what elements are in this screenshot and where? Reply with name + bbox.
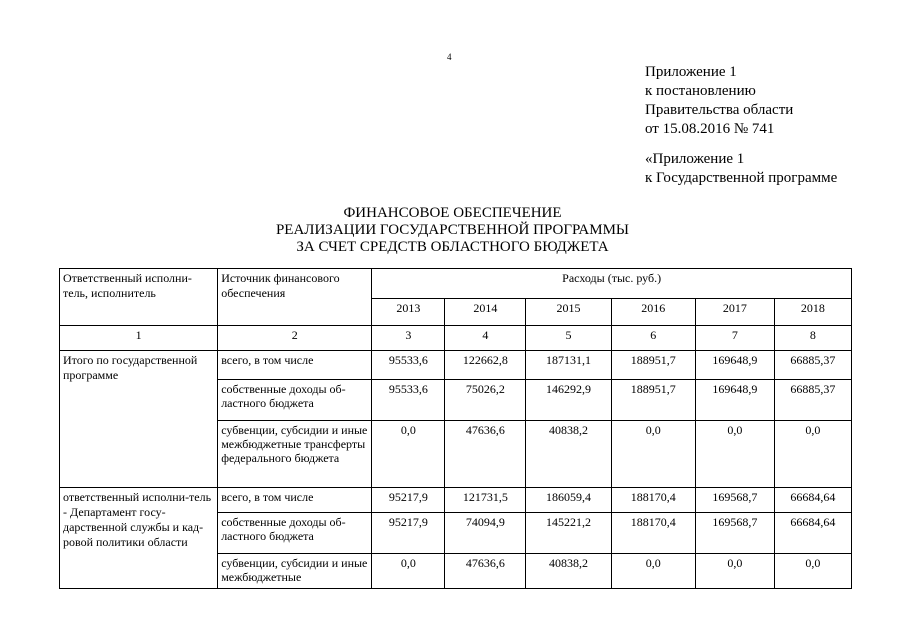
value-cell: 169568,7 xyxy=(695,513,774,554)
appendix-line: Приложение 1 xyxy=(645,64,737,80)
source-column-header: Источник финансового обеспечения xyxy=(218,269,372,326)
executor-cell: Итого по государственной программе xyxy=(60,351,218,488)
appendix-line: «Приложение 1 xyxy=(645,151,745,167)
value-cell: 188951,7 xyxy=(611,380,695,421)
value-cell: 0,0 xyxy=(695,421,774,488)
value-cell: 95217,9 xyxy=(372,488,445,513)
value-cell: 169648,9 xyxy=(695,351,774,380)
value-cell: 121731,5 xyxy=(445,488,526,513)
value-cell: 47636,6 xyxy=(445,421,526,488)
value-cell: 0,0 xyxy=(611,554,695,589)
value-cell: 95533,6 xyxy=(372,351,445,380)
year-header: 2015 xyxy=(526,299,611,326)
appendix-line: от 15.08.2016 № 741 xyxy=(645,121,775,137)
value-cell: 187131,1 xyxy=(526,351,611,380)
expenses-header: Расходы (тыс. руб.) xyxy=(372,269,852,299)
value-cell: 186059,4 xyxy=(526,488,611,513)
column-index: 5 xyxy=(526,326,611,351)
title-line: РЕАЛИЗАЦИИ ГОСУДАРСТВЕННОЙ ПРОГРАММЫ xyxy=(275,222,630,238)
value-cell: 0,0 xyxy=(774,421,851,488)
column-index: 8 xyxy=(774,326,851,351)
year-header: 2017 xyxy=(695,299,774,326)
column-index: 2 xyxy=(218,326,372,351)
year-header: 2018 xyxy=(774,299,851,326)
column-index: 1 xyxy=(60,326,218,351)
value-cell: 188951,7 xyxy=(611,351,695,380)
value-cell: 145221,2 xyxy=(526,513,611,554)
title-line: ФИНАНСОВОЕ ОБЕСПЕЧЕНИЕ xyxy=(343,205,562,221)
value-cell: 66684,64 xyxy=(774,513,851,554)
year-header: 2013 xyxy=(372,299,445,326)
source-cell: субвенции, субсидии и иные межбюджетные трансферты федерального бюджета xyxy=(218,421,372,488)
value-cell: 169568,7 xyxy=(695,488,774,513)
source-cell: всего, в том числе xyxy=(218,351,372,380)
executor-cell: ответственный исполни-тель - Департамент госу-дарственной службы и кад-ровой политики области xyxy=(60,488,218,589)
value-cell: 75026,2 xyxy=(445,380,526,421)
column-index: 7 xyxy=(695,326,774,351)
value-cell: 74094,9 xyxy=(445,513,526,554)
source-cell: собственные доходы об-ластного бюджета xyxy=(218,380,372,421)
value-cell: 122662,8 xyxy=(445,351,526,380)
value-cell: 66885,37 xyxy=(774,380,851,421)
page-number: 4 xyxy=(447,52,452,62)
value-cell: 188170,4 xyxy=(611,488,695,513)
column-index: 3 xyxy=(372,326,445,351)
value-cell: 0,0 xyxy=(372,554,445,589)
value-cell: 66885,37 xyxy=(774,351,851,380)
appendix-header xyxy=(645,63,793,139)
value-cell: 0,0 xyxy=(372,421,445,488)
year-header: 2016 xyxy=(611,299,695,326)
program-appendix-header xyxy=(645,150,837,188)
title-line: ЗА СЧЕТ СРЕДСТВ ОБЛАСТНОГО БЮДЖЕТА xyxy=(296,239,609,255)
table-row xyxy=(60,488,852,513)
value-cell: 146292,9 xyxy=(526,380,611,421)
value-cell: 188170,4 xyxy=(611,513,695,554)
table-row xyxy=(60,351,852,380)
value-cell: 47636,6 xyxy=(445,554,526,589)
value-cell: 169648,9 xyxy=(695,380,774,421)
value-cell: 40838,2 xyxy=(526,554,611,589)
column-index: 4 xyxy=(445,326,526,351)
value-cell: 0,0 xyxy=(611,421,695,488)
value-cell: 0,0 xyxy=(695,554,774,589)
year-header: 2014 xyxy=(445,299,526,326)
column-index: 6 xyxy=(611,326,695,351)
financing-table xyxy=(59,268,852,589)
executor-column-header: Ответственный исполни-тель, исполнитель xyxy=(60,269,218,326)
document-title xyxy=(0,205,905,256)
value-cell: 95533,6 xyxy=(372,380,445,421)
value-cell: 95217,9 xyxy=(372,513,445,554)
source-cell: субвенции, субсидии и иные межбюджетные xyxy=(218,554,372,589)
value-cell: 40838,2 xyxy=(526,421,611,488)
source-cell: собственные доходы об-ластного бюджета xyxy=(218,513,372,554)
value-cell: 0,0 xyxy=(774,554,851,589)
source-cell: всего, в том числе xyxy=(218,488,372,513)
appendix-line: Правительства области xyxy=(645,102,794,118)
appendix-line: к постановлению xyxy=(645,83,756,99)
appendix-line: к Государственной программе xyxy=(645,170,838,186)
value-cell: 66684,64 xyxy=(774,488,851,513)
